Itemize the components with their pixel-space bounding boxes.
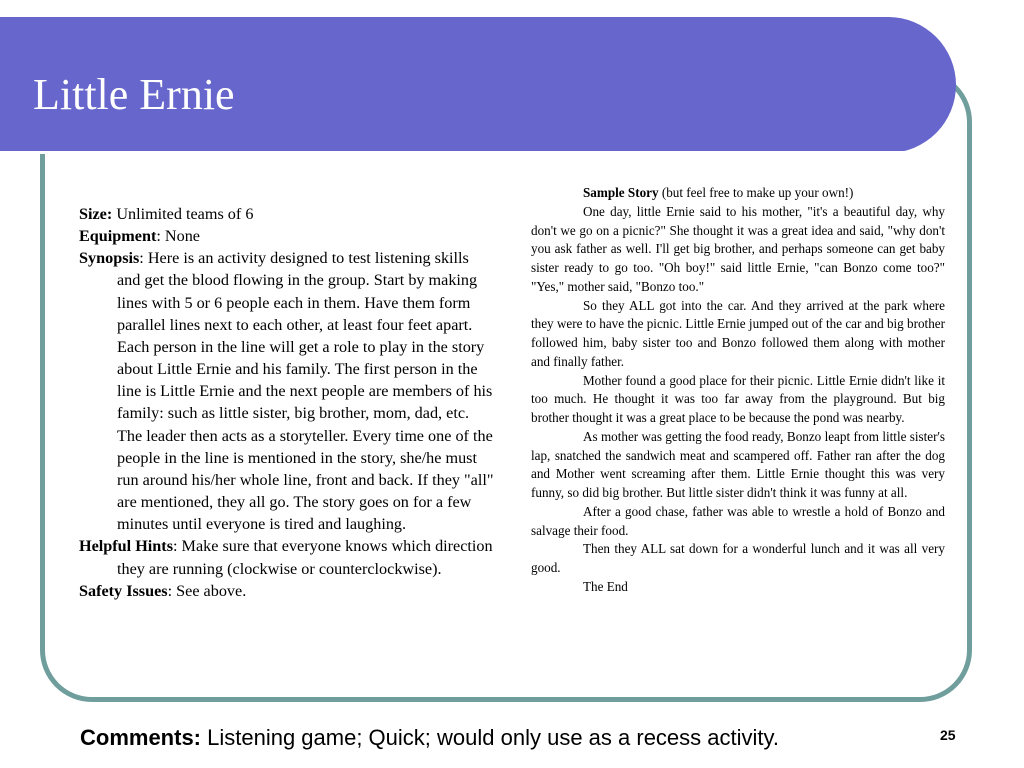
synopsis-line [79, 247, 494, 535]
comments-label: Comments: [80, 725, 202, 750]
safety-label: Safety Issues [79, 581, 168, 600]
story-paragraph: After a good chase, father was able to wrestle a hold of Bonzo and salvage their food. [531, 503, 945, 538]
equipment-label: Equipment [79, 227, 157, 246]
story-paragraph: Mother found a good place for their picnic. Little Ernie didn't like it too much. He thought it was too far away from the playground. But big brother thought it was a great place to be because the pond was nearby. [531, 372, 945, 425]
story-paragraph: So they ALL got into the car. And they arrived at the park where they were to have the picnic. Little Ernie jumped out of the car and big brother followed him, baby sister too and Bonzo followed them along with mother and finally father. [531, 297, 945, 369]
story-paragraph: One day, little Ernie said to his mother, "it's a beautiful day, why don't we go on a picnic?" She thought it was a great idea and said, "why don't you ask father as well. I'll get big brother, and perhaps someone can get baby sister ready to go too. "Oh boy!" said little Ernie, "can Bonzo come too?" "Yes," mother said, "Bonzo too." [531, 203, 945, 294]
hints-label: Helpful Hints [79, 537, 173, 556]
title-underline [0, 151, 905, 154]
page-number: 25 [940, 727, 956, 743]
equipment-value: : None [156, 227, 200, 246]
story-paragraph: As mother was getting the food ready, Bonzo leapt from little sister's lap, snatched the sandwich meat and scampered off. Father ran after the dog and Mother went screaming after them. Little Ernie thought this was very funny, so did big brother. But little sister didn't think it was funny at all. [531, 428, 945, 500]
story-heading-label: Sample Story [583, 185, 659, 200]
synopsis-value: : Here is an activity designed to test listening skills and get the blood flowing in the group. Start by making lines with 5 or 6 people each in them. Have them form parallel lines next to each other, at least four feet apart. Each person in the line will get a role to play in the story about Little Ernie and his family. The first person in the line is Little Ernie and the next people are members of his family: such as little sister, big brother, mom, dad, etc. The leader then acts as a storyteller. Every time one of the people in the line is mentioned in the story, she/he must run around his/her whole line, front and back. If they "all" are mentioned, they all go. The story goes on for a few minutes until everyone is tired and laughing. [117, 249, 494, 534]
story-end: The End [583, 578, 628, 594]
title-banner [0, 17, 956, 153]
safety-line [79, 580, 494, 602]
activity-details [79, 203, 494, 602]
comments-text: Listening game; Quick; would only use as a recess activity. [201, 725, 779, 750]
size-label: Size: [79, 205, 113, 223]
sample-story [531, 184, 945, 597]
size-value: Unlimited teams of 6 [112, 205, 254, 223]
safety-value: : See above. [167, 581, 247, 600]
story-heading-note: (but feel free to make up your own!) [658, 185, 854, 200]
story-heading [531, 184, 945, 203]
hints-line [79, 535, 494, 579]
slide-title: Little Ernie [33, 70, 235, 119]
hints-value: : Make sure that everyone knows which direction they are running (clockwise or counterclockwise). [117, 537, 493, 578]
synopsis-label: Synopsis [79, 249, 140, 268]
equipment-line [79, 225, 494, 247]
size-line [79, 203, 494, 225]
comments-footer [80, 725, 779, 751]
story-paragraph: Then they ALL sat down for a wonderful lunch and it was all very good. [531, 541, 945, 575]
